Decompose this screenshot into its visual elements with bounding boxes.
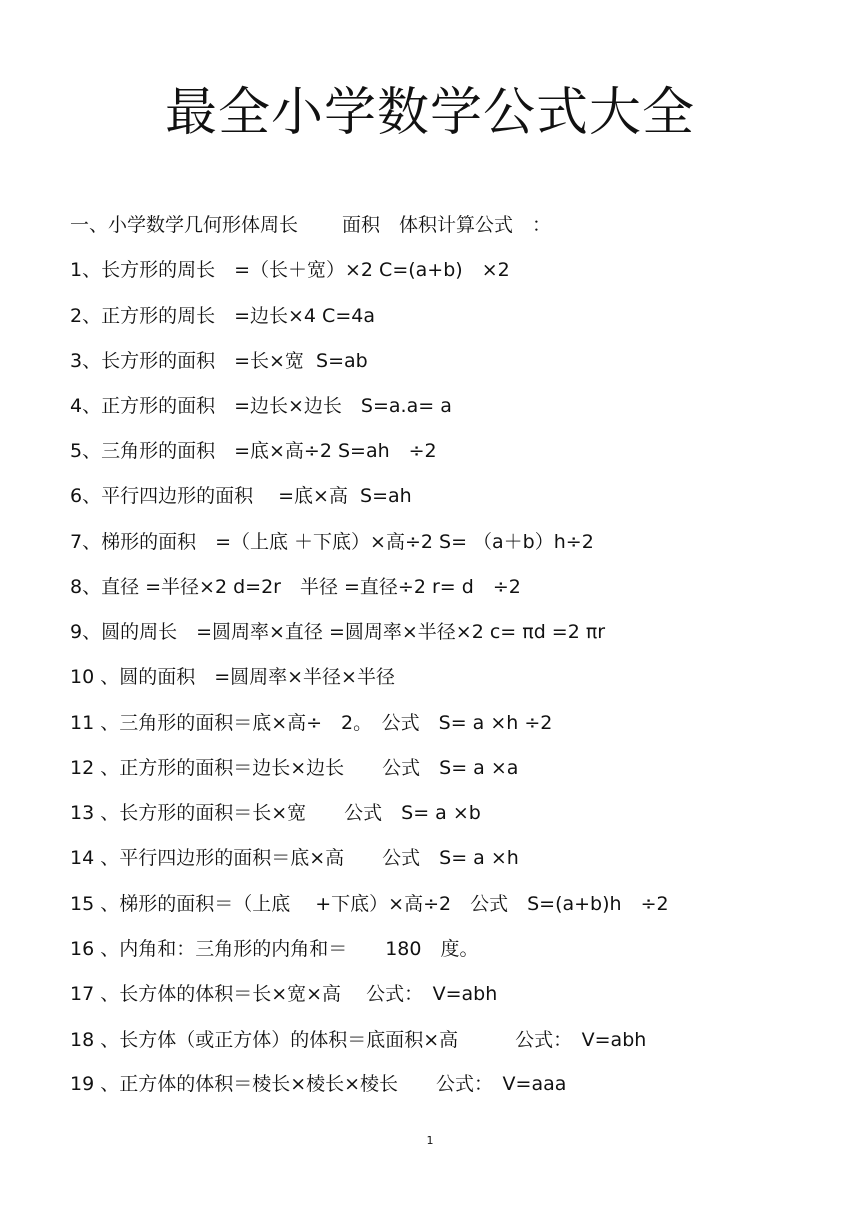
section-heading: 一、小学数学几何形体周长 面积 体积计算公式 ： [70, 214, 552, 236]
formula-line-1: 1、长方形的周长 =（长＋宽）×2 C=(a+b) ×2 [70, 259, 510, 281]
formula-line-18: 18 、长方体（或正方体）的体积＝底面积×高 公式： V=abh [70, 1029, 647, 1051]
formula-line-9: 9、圆的周长 =圆周率×直径 =圆周率×半径×2 c= πd =2 πr [70, 621, 606, 643]
page-number: 1 [426, 1134, 434, 1147]
formula-line-14: 14 、平行四边形的面积＝底×高 公式 S= a ×h [70, 847, 519, 869]
formula-line-13: 13 、长方形的面积＝长×宽 公式 S= a ×b [70, 802, 481, 824]
formula-line-12: 12 、正方形的面积＝边长×边长 公式 S= a ×a [70, 757, 519, 779]
formula-line-3: 3、长方形的面积 =长×宽 S=ab [70, 350, 368, 372]
formula-line-7: 7、梯形的面积 =（上底 ＋下底）×高÷2 S= （a＋b）h÷2 [70, 531, 594, 553]
formula-line-19: 19 、正方体的体积＝棱长×棱长×棱长 公式： V=aaa [70, 1073, 567, 1095]
formula-line-8: 8、直径 =半径×2 d=2r 半径 =直径÷2 r= d ÷2 [70, 576, 521, 598]
formula-line-17: 17 、长方体的体积＝长×宽×高 公式： V=abh [70, 983, 498, 1005]
formula-line-4: 4、正方形的面积 =边长×边长 S=a.a= a [70, 395, 452, 417]
formula-line-16: 16 、内角和：三角形的内角和＝ 180 度。 [70, 938, 479, 960]
formula-line-2: 2、正方形的周长 =边长×4 C=4a [70, 305, 375, 327]
formula-line-11: 11 、三角形的面积＝底×高÷ 2。 公式 S= a ×h ÷2 [70, 712, 553, 734]
document-title: 最全小学数学公式大全 [164, 83, 695, 143]
formula-line-15: 15 、梯形的面积＝（上底 +下底）×高÷2 公式 S=(a+b)h ÷2 [70, 893, 669, 915]
formula-line-5: 5、三角形的面积 =底×高÷2 S=ah ÷2 [70, 440, 437, 462]
formula-line-6: 6、平行四边形的面积 =底×高 S=ah [70, 485, 412, 507]
formula-line-10: 10 、圆的面积 =圆周率×半径×半径 [70, 666, 395, 688]
